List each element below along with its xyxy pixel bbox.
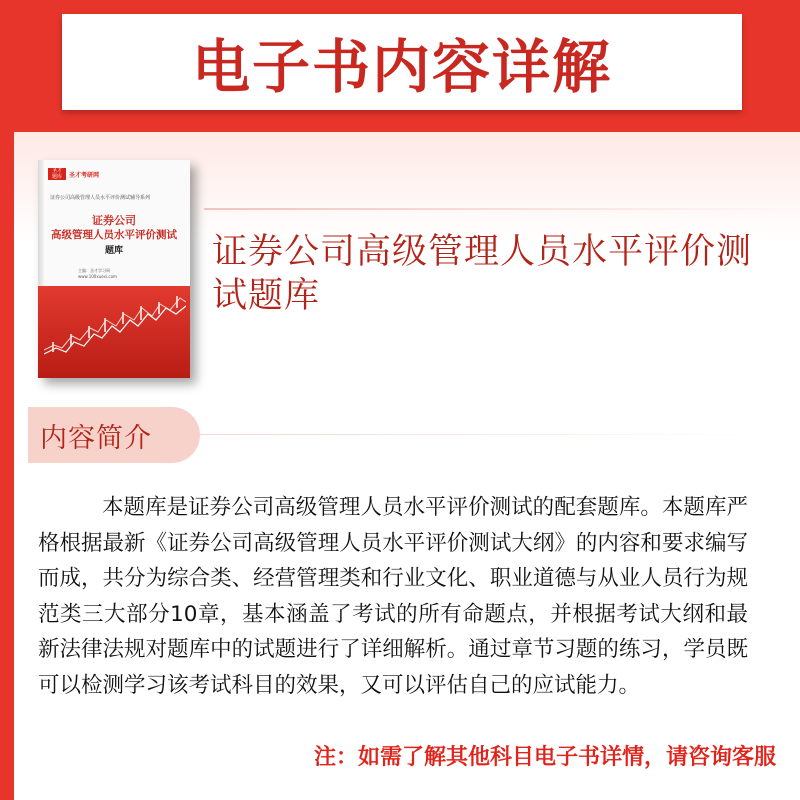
book-title-line3: 题库 — [104, 246, 123, 256]
stock-chart-graphic — [44, 290, 186, 360]
book-meta — [78, 268, 117, 280]
contact-note: 注：如需了解其他科目电子书详情，请咨询客服 — [313, 745, 776, 770]
description-text: 本题库是证券公司高级管理人员水平评价测试的配套题库。本题库严格根据最新《证券公司高级管理人员水平评价测试大纲》的内容和要求编写而成，共分为综合类、经营管理类和行业文化、职业道德与从业人员行为规范类三大部分10章，基本涵盖了考试的所有命题点，并根据考试大纲和最新法律法规对题库中的试题进行了详细解析。通过章节习题的练习，学员既可以检测学习该考试科目的效果，又可以评估自己的应试能力。 — [38, 495, 748, 698]
section-heading — [28, 407, 200, 463]
product-title: 证券公司高级管理人员水平评价测试题库 — [212, 232, 753, 316]
section-divider — [200, 434, 760, 435]
book-website: www.100xuexi.com — [78, 274, 117, 279]
content-panel — [14, 132, 800, 800]
section-heading-label: 内容简介 — [40, 422, 152, 454]
banner-title: 电子书内容详解 — [191, 33, 612, 101]
book-red-band — [38, 286, 190, 378]
book-editor: 主编：圣才学习网 — [78, 268, 110, 273]
book-logo-text: 圣才考研网 — [69, 171, 100, 179]
book-title-line2: 高级管理人员水平评价测试 — [51, 229, 177, 241]
header-banner — [62, 14, 742, 110]
title-divider — [204, 208, 800, 210]
book-logo-badge: 圣才 题库 — [48, 168, 66, 180]
book-cover-image — [38, 160, 190, 378]
book-title-line1: 证券公司 — [92, 214, 136, 227]
book-logo — [48, 168, 99, 180]
book-series: 证券公司高级管理人员水平评价测试辅导系列 — [50, 195, 151, 201]
